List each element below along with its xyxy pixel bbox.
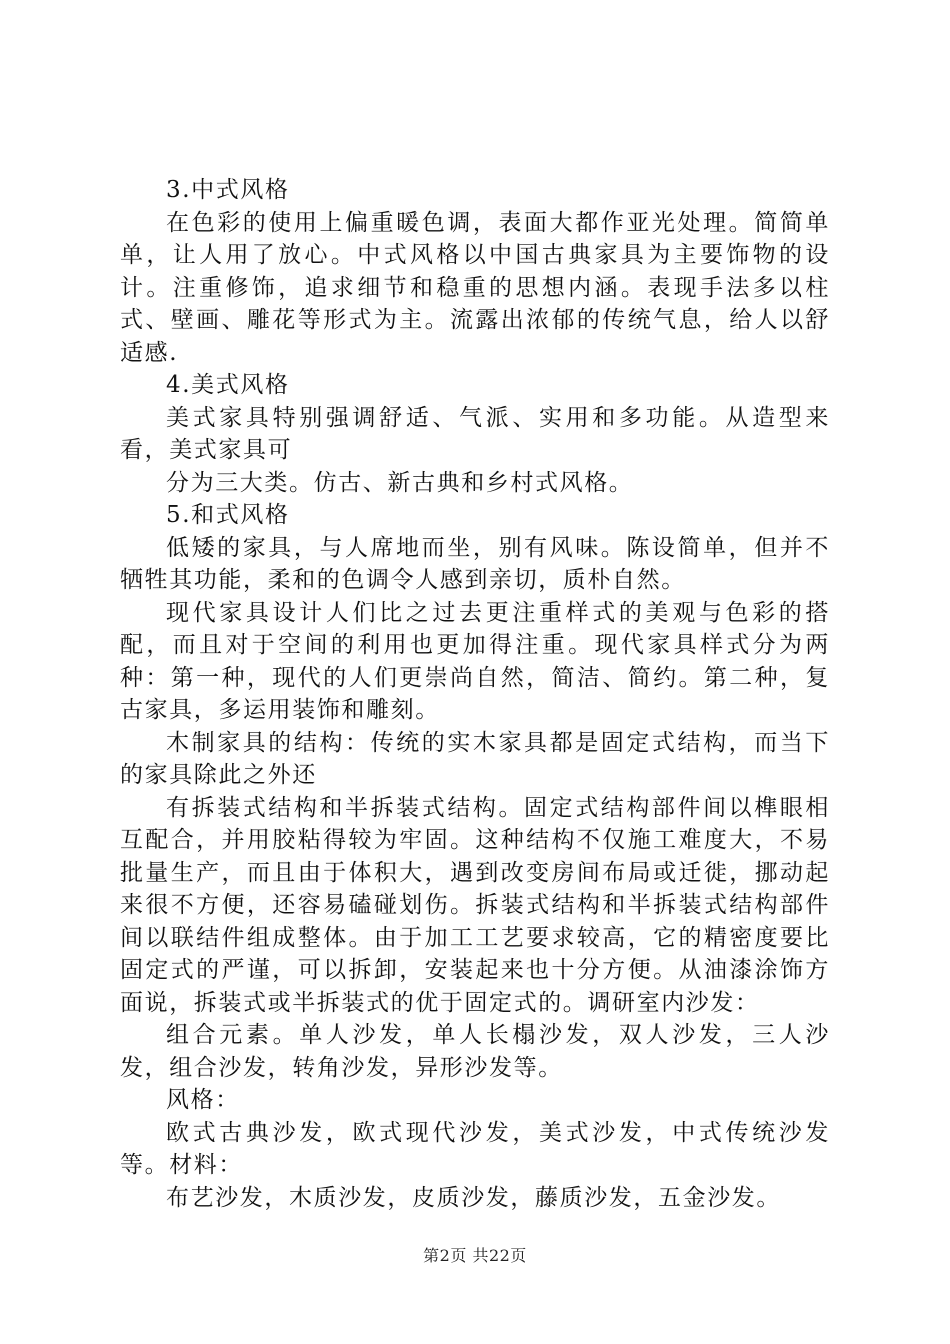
heading-sofa-style: 风格： bbox=[166, 1087, 240, 1113]
heading-american-style: 4.美式风格 bbox=[166, 372, 290, 398]
document-body bbox=[120, 174, 830, 1214]
paragraph-japanese-style: 低矮的家具，与人席地而坐，别有风味。陈设简单，但并不牺牲其功能，柔和的色调令人感到亲切，质朴自然。 bbox=[120, 534, 830, 593]
paragraph-modern-furniture: 现代家具设计人们比之过去更注重样式的美观与色彩的搭配，而且对于空间的利用也更加得注重。现代家具样式分为两种：第一种，现代的人们更崇尚自然，简洁、简约。第二种，复古家具，多运用装饰和雕刻。 bbox=[120, 599, 830, 723]
heading-chinese-style: 3.中式风格 bbox=[166, 177, 290, 203]
paragraph-sofa-materials: 布艺沙发，木质沙发，皮质沙发，藤质沙发，五金沙发。 bbox=[166, 1184, 781, 1211]
paragraph-chinese-style: 在色彩的使用上偏重暖色调，表面大都作亚光处理。简简单单，让人用了放心。中式风格以中国古典家具为主要饰物的设计。注重修饰，追求细节和稳重的思想内涵。表现手法多以柱式、壁画、雕花等形式为主。流露出浓郁的传统气息，给人以舒适感. bbox=[120, 209, 830, 366]
page-footer: 第2页 共22页 bbox=[423, 1246, 527, 1265]
paragraph-american-style-cont: 分为三大类。仿古、新古典和乡村式风格。 bbox=[166, 469, 634, 496]
paragraph-sofa-styles: 欧式古典沙发，欧式现代沙发，美式沙发，中式传统沙发等。材料： bbox=[120, 1119, 830, 1178]
paragraph-sofa-elements: 组合元素。单人沙发，单人长榻沙发，双人沙发，三人沙发，组合沙发，转角沙发，异形沙发等。 bbox=[120, 1022, 830, 1081]
paragraph-wood-structure-cont: 有拆装式结构和半拆装式结构。固定式结构部件间以榫眼相互配合，并用胶粘得较为牢固。这种结构不仅施工难度大，不易批量生产，而且由于体积大，遇到改变房间布局或迁徙，挪动起来很不方便，还容易磕碰划伤。拆装式结构和半拆装式结构部件间以联结件组成整体。由于加工工艺要求较高，它的精密度要比固定式的严谨，可以拆卸，安装起来也十分方便。从油漆涂饰方面说，拆装式或半拆装式的优于固定式的。调研室内沙发： bbox=[120, 794, 830, 1016]
paragraph-american-style: 美式家具特别强调舒适、气派、实用和多功能。从造型来看，美式家具可 bbox=[120, 404, 830, 463]
paragraph-wood-structure: 木制家具的结构：传统的实木家具都是固定式结构，而当下的家具除此之外还 bbox=[120, 729, 830, 788]
heading-japanese-style: 5.和式风格 bbox=[166, 502, 290, 528]
